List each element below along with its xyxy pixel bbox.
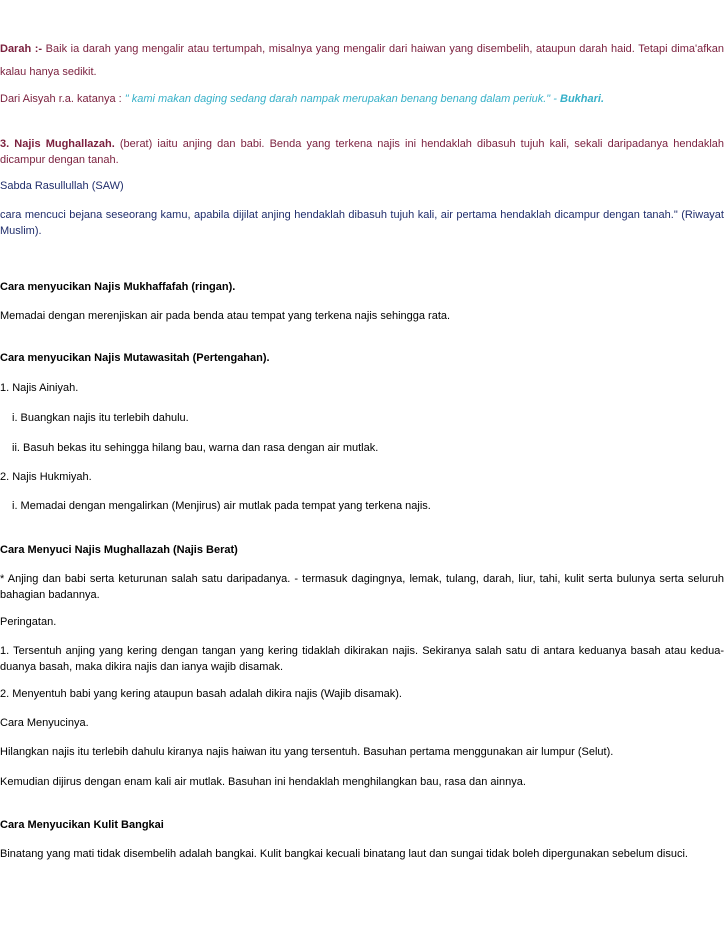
darah-paragraph — [0, 38, 724, 84]
heading-mukhaffafah: Cara menyucikan Najis Mukhaffafah (ringan). — [0, 281, 236, 293]
najis-ainiyah: 1. Najis Ainiyah. — [0, 382, 79, 394]
aisyah-paragraph — [0, 91, 724, 107]
bukhari-citation: Bukhari. — [560, 93, 605, 105]
aisyah-quote: " kami makan daging sedang darah nampak merupakan benang benang dalam periuk." - — [124, 93, 560, 105]
mughallazah-lead: 3. Najis Mughallazah. — [0, 138, 115, 150]
mughallazah-paragraph — [0, 136, 724, 168]
mughallazah-scope: * Anjing dan babi serta keturunan salah satu daripadanya. - termasuk dagingnya, lemak, tulang, darah, liur, tahi, kulit serta bulunya serta seluruh bahagian badannya. — [0, 573, 724, 601]
ainiyah-step-ii: ii. Basuh bekas itu sehingga hilang bau, warna dan rasa dengan air mutlak. — [12, 442, 379, 454]
aisyah-intro: Dari Aisyah r.a. katanya : — [0, 93, 125, 105]
peringatan-point-2: 2. Menyentuh babi yang kering ataupun basah adalah dikira najis (Wajib disamak). — [0, 688, 402, 700]
peringatan-point-1: 1. Tersentuh anjing yang kering dengan tangan yang kering tidaklah dikirakan najis. Sekiranya salah satu di antara keduanya basah atau kedua-duanya basah, maka dikira najis dan ianya wajib disamak. — [0, 645, 724, 673]
cara-menyucinya-label: Cara Menyucinya. — [0, 717, 89, 729]
darah-body: Baik ia darah yang mengalir atau tertumpah, misalnya yang mengalir dari haiwan yang disembelih, ataupun darah haid. Tetapi dima'afkan kalau hanya sedikit. — [0, 43, 724, 78]
darah-lead: Darah :- — [0, 43, 43, 55]
heading-mutawasitah: Cara menyucikan Najis Mutawasitah (Pertengahan). — [0, 352, 270, 364]
kulit-bangkai-text: Binatang yang mati tidak disembelih adalah bangkai. Kulit bangkai kecuali binatang laut dan sungai tidak boleh dipergunakan sebelum disuci. — [0, 848, 688, 860]
mughallazah-body: (berat) iaitu anjing dan babi. Benda yang terkena najis ini hendaklah dibasuh tujuh kali, sekali daripadanya hendaklah dicampur dengan tanah. — [0, 138, 725, 166]
heading-mughallazah: Cara Menyuci Najis Mughallazah (Najis Berat) — [0, 544, 238, 556]
ainiyah-step-i: i. Buangkan najis itu terlebih dahulu. — [12, 412, 189, 424]
peringatan-label: Peringatan. — [0, 616, 57, 628]
hadith-paragraph: cara mencuci bejana seseorang kamu, apabila dijilat anjing hendaklah dibasuh tujuh kali, air pertama hendaklah dicampur dengan tanah." (Riwayat Muslim). — [0, 209, 724, 237]
mukhaffafah-text: Memadai dengan merenjiskan air pada benda atau tempat yang terkena najis sehingga rata. — [0, 310, 451, 322]
najis-hukmiyah: 2. Najis Hukmiyah. — [0, 471, 92, 483]
sabda-line: Sabda Rasullullah (SAW) — [0, 180, 124, 192]
hukmiyah-step-i: i. Memadai dengan mengalirkan (Menjirus) air mutlak pada tempat yang terkena najis. — [12, 500, 431, 512]
heading-kulit-bangkai: Cara Menyucikan Kulit Bangkai — [0, 819, 164, 831]
cara-step-2: Kemudian dijirus dengan enam kali air mutlak. Basuhan ini hendaklah menghilangkan bau, rasa dan ainnya. — [0, 776, 526, 788]
cara-step-1: Hilangkan najis itu terlebih dahulu kiranya najis haiwan itu yang tersentuh. Basuhan pertama menggunakan air lumpur (Selut). — [0, 746, 614, 758]
